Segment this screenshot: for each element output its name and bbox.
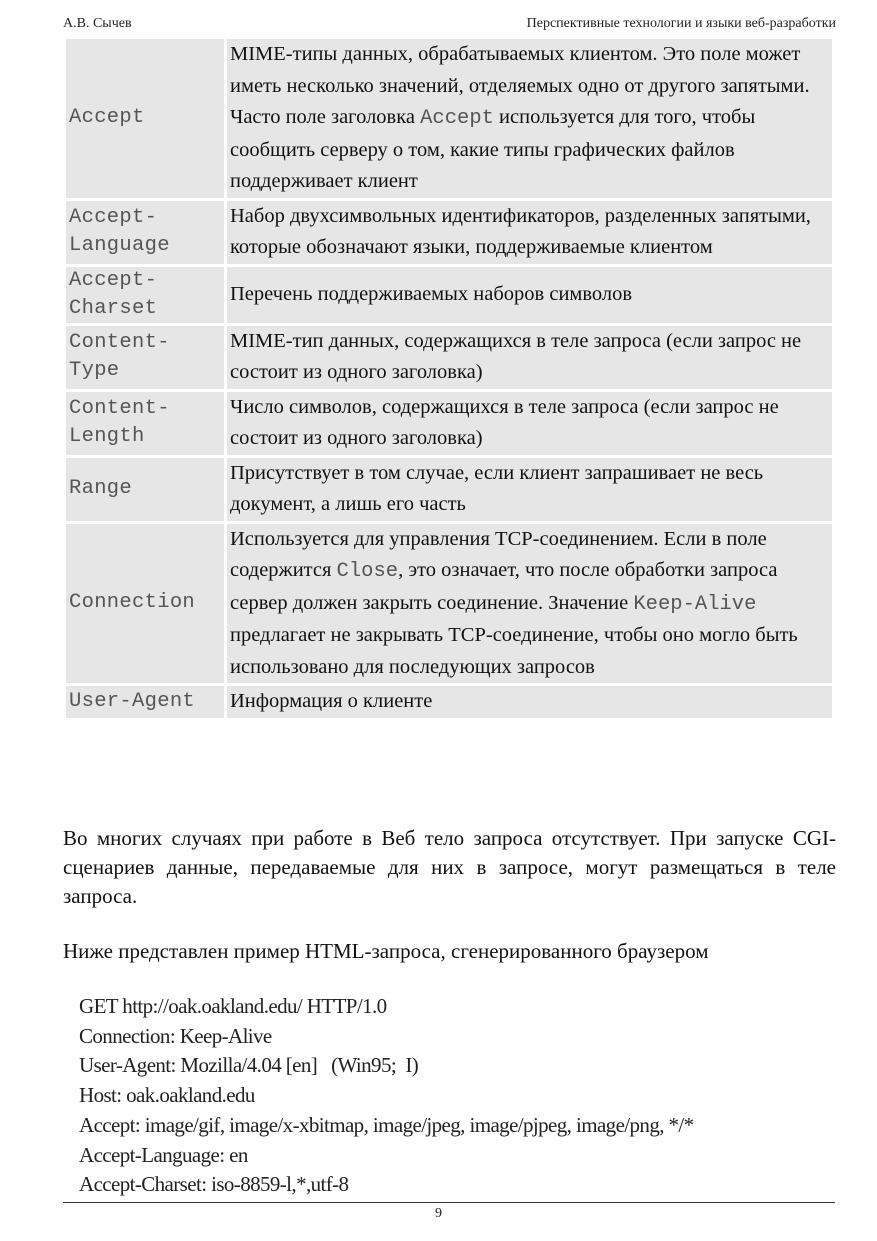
header-author: А.В. Сычев bbox=[63, 16, 132, 31]
description-text: Перечень поддерживаемых наборов символов bbox=[230, 282, 633, 305]
description-text: , это означает, что после обработки запроса сервер должен закрыть соединение. Значение bbox=[230, 559, 778, 614]
http-request-example bbox=[79, 992, 839, 1200]
inline-code: Accept bbox=[420, 107, 494, 130]
table-row bbox=[66, 39, 832, 198]
header-field-name: Connection bbox=[66, 524, 224, 684]
description-text: MIME-типы данных, обрабатываемых клиентом. Это поле может иметь несколько значений, отделяемых одно от другого запятыми. Часто поле заголовка bbox=[230, 43, 810, 128]
header-field-name: Range bbox=[66, 458, 224, 521]
code-line: GET http://oak.oakland.edu/ HTTP/1.0 bbox=[79, 994, 387, 1018]
table-row bbox=[66, 392, 832, 455]
code-line: User-Agent: Mozilla/4.04 [en] (Win95; I) bbox=[79, 1053, 419, 1078]
code-line: Accept-Charset: iso-8859-l,*,utf-8 bbox=[79, 1172, 349, 1197]
description-text: Присутствует в том случае, если клиент запрашивает не весь документ, а лишь его часть bbox=[230, 461, 764, 515]
code-line: Accept: image/gif, image/x-xbitmap, image/jpeg, image/pjpeg, image/png, */* bbox=[79, 1112, 694, 1137]
table-row bbox=[66, 201, 832, 264]
header-field-name: User-Agent bbox=[66, 686, 224, 718]
description-text: Набор двухсимвольных идентификаторов, разделенных запятыми, которые обозначают языки, поддерживаемые клиентом bbox=[230, 204, 811, 258]
header-field-description bbox=[227, 524, 832, 684]
header-field-name: Accept- Language bbox=[66, 201, 224, 264]
table-row bbox=[66, 326, 832, 389]
running-header bbox=[63, 16, 836, 36]
header-field-description bbox=[227, 686, 832, 718]
header-field-description bbox=[227, 392, 832, 455]
http-headers-table bbox=[63, 36, 835, 721]
header-field-description bbox=[227, 201, 832, 264]
header-field-description bbox=[227, 267, 832, 323]
description-text: MIME-тип данных, содержащихся в теле запроса (если запрос не состоит из одного заголовка) bbox=[230, 329, 802, 383]
table-row bbox=[66, 458, 832, 521]
description-text: Число символов, содержащихся в теле запроса (если запрос не состоит из одного заголовка) bbox=[230, 395, 779, 449]
description-text: предлагает не закрывать TCP-соединение, чтобы оно могло быть использовано для последующих запросов bbox=[230, 624, 798, 678]
code-line: Accept-Language: en bbox=[79, 1142, 248, 1167]
description-text: используется для того, чтобы сообщить серверу о том, какие типы графических файлов поддерживает клиент bbox=[230, 106, 756, 192]
header-field-name: Accept- Charset bbox=[66, 267, 224, 323]
table-row bbox=[66, 524, 832, 684]
header-title: Перспективные технологии и языки веб-разработки bbox=[526, 16, 836, 31]
inline-code: Keep-Alive bbox=[633, 592, 757, 616]
description-text: Информация о клиенте bbox=[230, 690, 433, 712]
description-text: Используется для управления TCP-соединением. Если в поле содержится bbox=[230, 527, 767, 581]
page-number: 9 bbox=[435, 1206, 442, 1221]
inline-code: Close bbox=[336, 560, 399, 583]
body-paragraph: Во многих случаях при работе в Веб тело запроса отсутствует. При запуске CGI-сценариев данные, передаваемые для них в запросе, могут размещаться в теле запроса. bbox=[63, 826, 836, 908]
header-field-name: Content- Type bbox=[66, 326, 224, 389]
table-row bbox=[66, 267, 832, 323]
header-field-description bbox=[227, 458, 832, 521]
table-body bbox=[66, 39, 832, 718]
header-field-name: Accept bbox=[66, 39, 224, 198]
header-field-description bbox=[227, 39, 832, 198]
footer-rule bbox=[63, 1202, 835, 1203]
body-paragraph: Ниже представлен пример HTML-запроса, сгенерированного браузером bbox=[63, 939, 709, 963]
header-field-name: Content- Length bbox=[66, 392, 224, 455]
table-row bbox=[66, 686, 832, 718]
code-line: Host: oak.oakland.edu bbox=[79, 1083, 255, 1108]
code-line: Connection: Keep-Alive bbox=[79, 1023, 272, 1048]
header-field-description bbox=[227, 326, 832, 389]
